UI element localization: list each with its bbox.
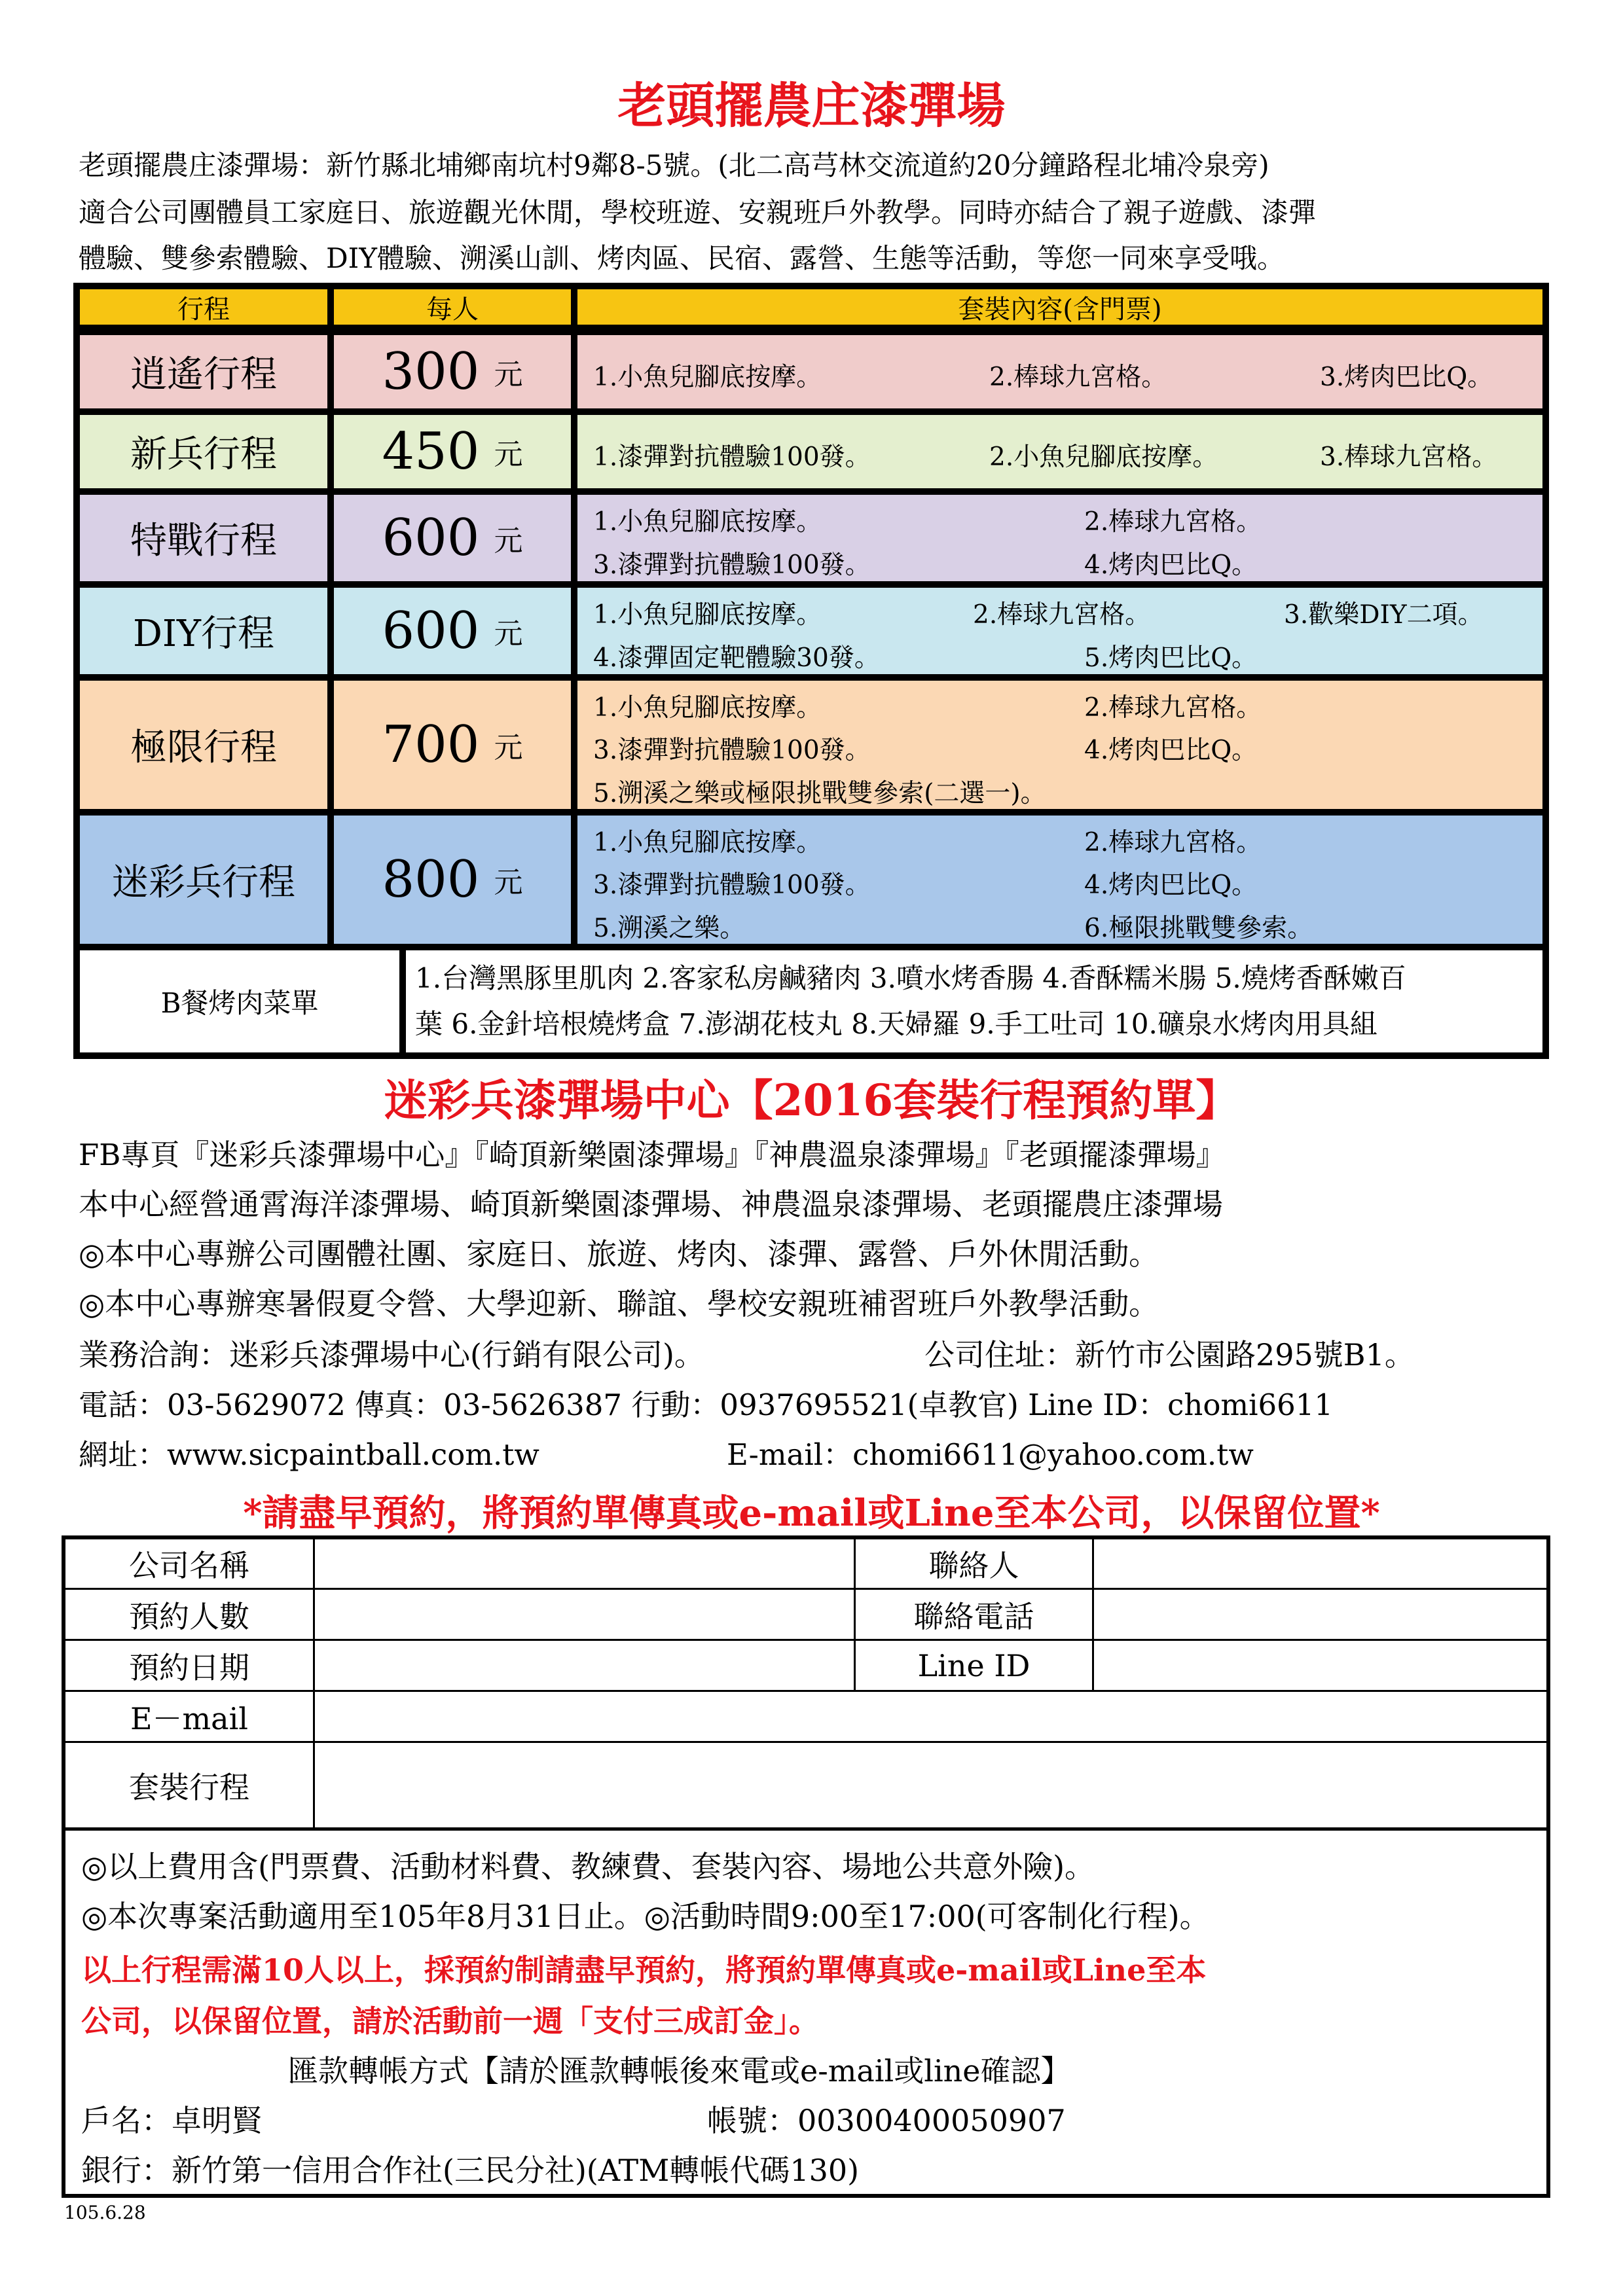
date-stamp: 105.6.28 xyxy=(64,2202,146,2223)
date-input[interactable] xyxy=(317,1643,852,1687)
center-title: 迷彩兵漆彈場中心【2016套裝行程預約單】 xyxy=(384,1075,1239,1126)
center-line-1: FB專頁『迷彩兵漆彈場中心』『崎頂新樂園漆彈場』『神農溫泉漆彈場』『老頭擺漆彈場』 xyxy=(79,1138,1226,1172)
period-note: ◎本次專案活動適用至105年8月31日止。◎活動時間9:00至17:00(可客制化行程)。 xyxy=(81,1899,1210,1934)
header-tour: 行程 xyxy=(80,289,327,325)
reserve-note: *請盡早預約，將預約單傳真或e-mail或Line至本公司，以保留位置* xyxy=(243,1492,1380,1535)
tour-items: 1.小魚兒腳底按摩。 2.棒球九宮格。 3.歡樂DIY二項。 4.漆彈固定靶體驗30發。 5.烤肉巴比Q。 xyxy=(577,588,1542,674)
price-table xyxy=(73,283,1549,1059)
page-title: 老頭擺農庄漆彈場 xyxy=(617,78,1006,134)
company-input[interactable] xyxy=(317,1542,852,1587)
email-link[interactable]: E-mail：chomi6611@yahoo.com.tw xyxy=(727,1437,1254,1472)
tour-price: 600 元 xyxy=(334,495,571,581)
tour-price: 300 元 xyxy=(334,335,571,408)
tour-price: 700 元 xyxy=(334,681,571,809)
label-date: 預約日期 xyxy=(129,1649,249,1685)
tour-name: 極限行程 xyxy=(80,681,327,809)
tour-name: 特戰行程 xyxy=(80,495,327,581)
package-input[interactable] xyxy=(317,1746,1544,1825)
tour-price: 600 元 xyxy=(334,588,571,674)
header-contents: 套裝內容(含門票) xyxy=(577,289,1542,325)
label-people: 預約人數 xyxy=(129,1598,249,1634)
line-id-input[interactable] xyxy=(1096,1643,1544,1687)
intro-line-3: 體驗、雙參索體驗、DIY體驗、溯溪山訓、烤肉區、民宿、露營、生態等活動，等您一同來享受哦。 xyxy=(79,242,1285,274)
intro-line-2: 適合公司團體員工家庭日、旅遊觀光休閒，學校班遊、安親班戶外教學。同時亦結合了親子遊戲、漆彈 xyxy=(79,196,1317,228)
tour-name: 逍遙行程 xyxy=(80,335,327,408)
people-input[interactable] xyxy=(317,1592,852,1636)
label-company: 公司名稱 xyxy=(129,1548,249,1583)
reservation-form xyxy=(62,1535,1550,2198)
label-contact-person: 聯絡人 xyxy=(928,1548,1019,1583)
tour-items: 1.小魚兒腳底按摩。 2.棒球九宮格。 3.漆彈對抗體驗100發。 4.烤肉巴比Q。 5.溯溪之樂。 6.極限挑戰雙參索。 xyxy=(577,816,1542,944)
phone-line: 電話：03-5629072 傳真：03-5626387 行動：0937695521(卓教官) Line ID：chomi6611 xyxy=(79,1388,1333,1422)
tour-price: 800 元 xyxy=(334,816,571,944)
contact-phone-input[interactable] xyxy=(1096,1592,1544,1636)
bank-info: 銀行：新竹第一信用合作社(三民分社)(ATM轉帳代碼130) xyxy=(81,2153,860,2188)
center-line-2: 本中心經營通霄海洋漆彈場、崎頂新樂園漆彈場、神農溫泉漆彈場、老頭擺農庄漆彈場 xyxy=(79,1187,1223,1222)
deposit-note-1: 以上行程需滿10人以上，採預約制請盡早預約，將預約單傳真或e-mail或Line至本 xyxy=(81,1952,1207,1988)
label-email: E－mail xyxy=(130,1700,249,1736)
transfer-method: 匯款轉帳方式【請於匯款轉帳後來電或e-mail或line確認】 xyxy=(288,2053,1071,2089)
business-contact: 業務洽詢：迷彩兵漆彈場中心(行銷有限公司)。 xyxy=(79,1337,704,1372)
label-line-id: Line ID xyxy=(917,1647,1030,1683)
intro-line-1: 老頭擺農庄漆彈場：新竹縣北埔鄉南坑村9鄰8-5號。(北二高芎林交流道約20分鐘路程北埔冷泉旁) xyxy=(79,149,1269,181)
tour-name: DIY行程 xyxy=(80,588,327,674)
header-price: 每人 xyxy=(334,289,571,325)
label-contact-phone: 聯絡電話 xyxy=(913,1598,1034,1634)
bbq-menu: 1.台灣黑豚里肌肉 2.客家私房鹹豬肉 3.噴水烤香腸 4.香酥糯米腸 5.燒烤香酥嫩百 葉 6.金針培根燒烤盒 7.澎湖花枝丸 8.天婦羅 9.手工吐司 10.礦泉水烤肉用具組 xyxy=(406,950,1542,1052)
account-name: 戶名：卓明賢 xyxy=(81,2103,262,2138)
contact-person-input[interactable] xyxy=(1096,1542,1544,1587)
deposit-note-2: 公司，以保留位置，請於活動前一週「支付三成訂金」。 xyxy=(81,2003,819,2039)
tour-items: 1.小魚兒腳底按摩。 2.棒球九宮格。 3.漆彈對抗體驗100發。 4.烤肉巴比Q。 5.溯溪之樂或極限挑戰雙參索(二選一)。 xyxy=(577,681,1542,809)
tour-items: 1.漆彈對抗體驗100發。 2.小魚兒腳底按摩。 3.棒球九宮格。 xyxy=(577,415,1542,488)
tour-name: 迷彩兵行程 xyxy=(80,816,327,944)
fee-note: ◎以上費用含(門票費、活動材料費、教練費、套裝內容、場地公共意外險)。 xyxy=(81,1849,1095,1884)
bbq-label: B餐烤肉菜單 xyxy=(80,950,399,1052)
center-line-3: ◎本中心專辦公司團體社團、家庭日、旅遊、烤肉、漆彈、露營、戶外休閒活動。 xyxy=(79,1236,1159,1272)
tour-price: 450 元 xyxy=(334,415,571,488)
label-package: 套裝行程 xyxy=(129,1769,249,1805)
tour-name: 新兵行程 xyxy=(80,415,327,488)
tour-items: 1.小魚兒腳底按摩。 2.棒球九宮格。 3.烤肉巴比Q。 xyxy=(577,335,1542,408)
center-line-4: ◎本中心專辦寒暑假夏令營、大學迎新、聯誼、學校安親班補習班戶外教學活動。 xyxy=(79,1286,1159,1321)
website-link[interactable]: 網址：www.sicpaintball.com.tw xyxy=(79,1437,539,1472)
tour-items: 1.小魚兒腳底按摩。 2.棒球九宮格。 3.漆彈對抗體驗100發。 4.烤肉巴比Q。 xyxy=(577,495,1542,581)
email-input[interactable] xyxy=(317,1694,1544,1738)
company-address: 公司住址：新竹市公園路295號B1。 xyxy=(924,1337,1415,1372)
account-number: 帳號：00300400050907 xyxy=(707,2103,1066,2138)
